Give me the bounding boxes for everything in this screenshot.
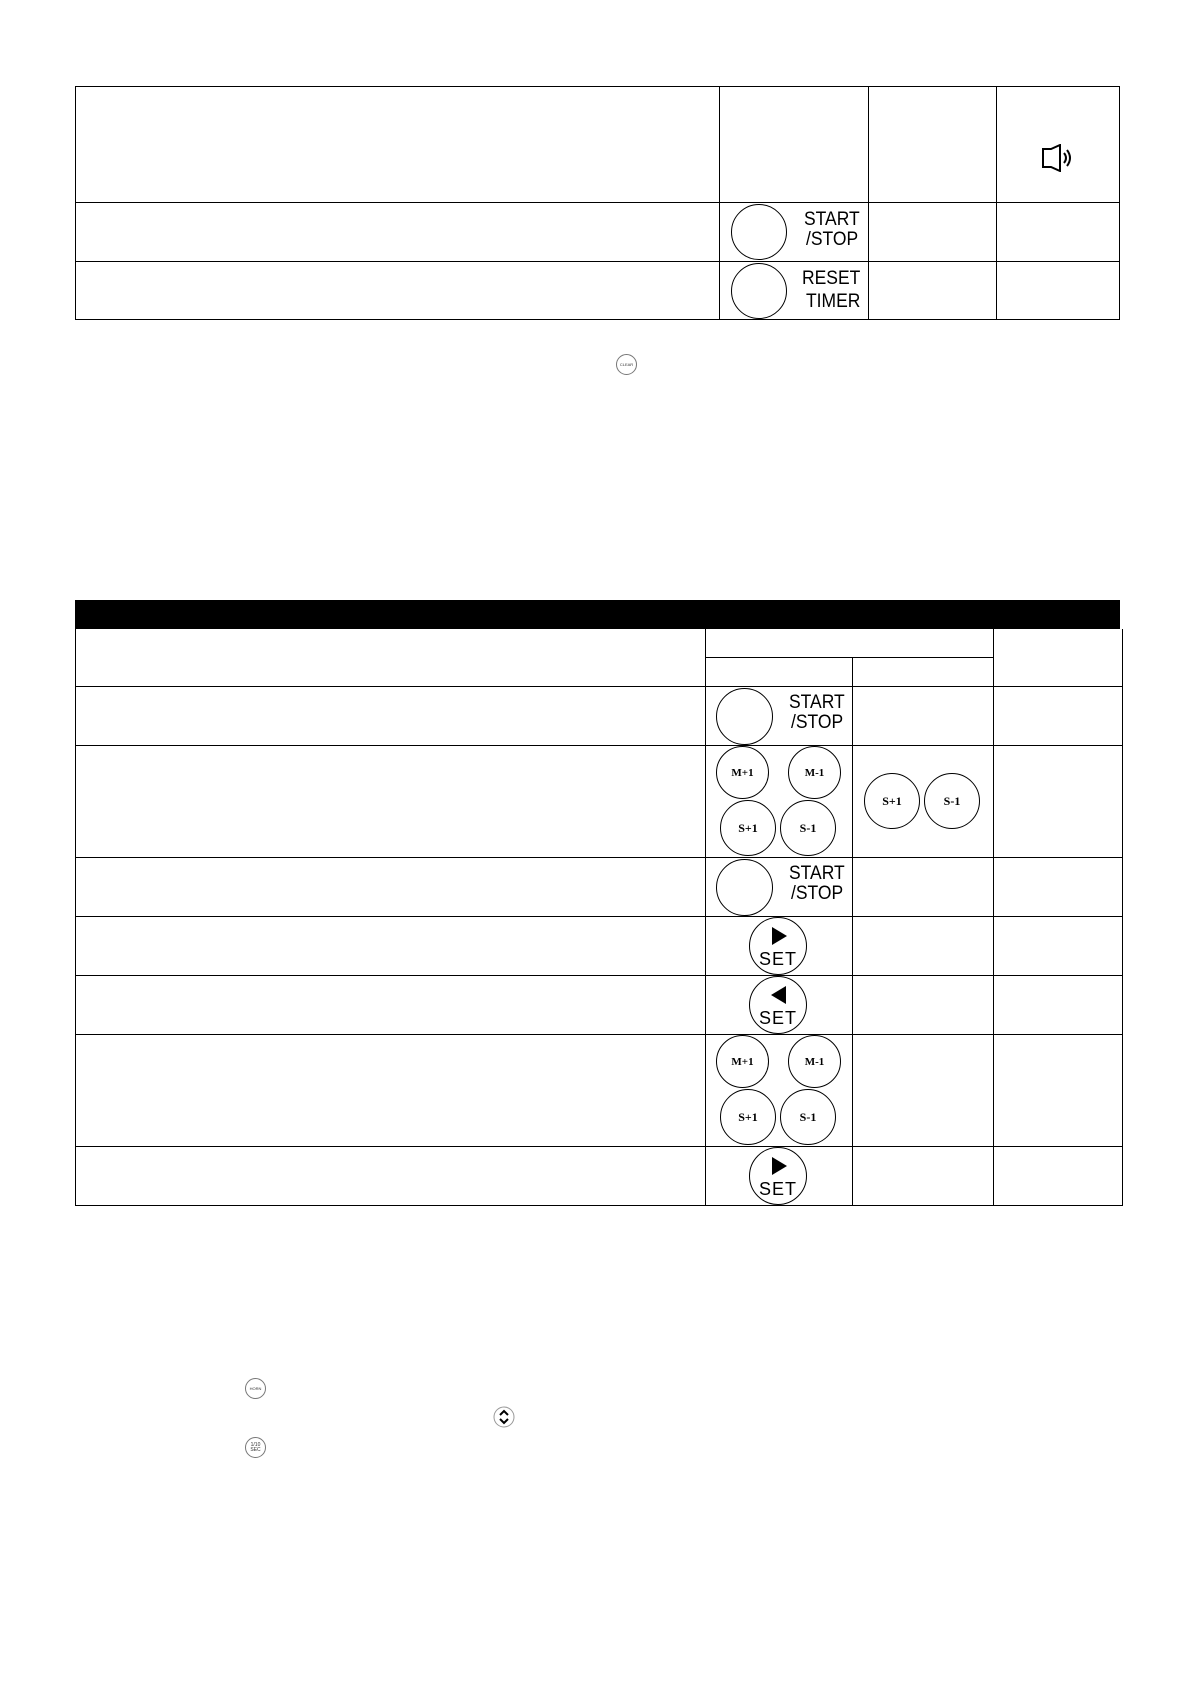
button-circle [731, 263, 787, 319]
table-1-col-divider [868, 86, 869, 320]
second-minus-button[interactable] [924, 773, 980, 829]
table-2-border-left [75, 629, 76, 1206]
second-plus-button[interactable] [720, 1089, 776, 1145]
minute-plus-label: M+1 [731, 1055, 754, 1068]
second-minus-label: S-1 [799, 820, 817, 835]
minute-minus-button[interactable] [788, 746, 841, 799]
speaker-horn-icon [1041, 144, 1077, 172]
minute-plus-button[interactable] [716, 746, 769, 799]
start-stop-label-line2: /STOP [791, 883, 844, 904]
second-plus-label: S+1 [738, 1109, 758, 1124]
tenth-second-line2: SEC [250, 1446, 261, 1453]
second-plus-button[interactable] [720, 800, 776, 856]
table-2-row-divider [75, 686, 1123, 687]
table-2-col-divider [852, 657, 853, 1206]
second-minus-button[interactable] [780, 800, 836, 856]
table-1-border-top [75, 86, 1120, 87]
second-plus-label: S+1 [882, 793, 902, 808]
second-minus-button[interactable] [780, 1089, 836, 1145]
reset-timer-label-line1: RESET [802, 268, 861, 289]
play-right-icon [770, 1156, 788, 1176]
tenth-second-icon [245, 1437, 266, 1458]
table-1-border-bottom [75, 319, 1120, 320]
table-2-col-divider [705, 629, 706, 1206]
minute-plus-button[interactable] [716, 1035, 769, 1088]
start-stop-label-line1: START [789, 692, 845, 713]
minute-plus-label: M+1 [731, 766, 754, 779]
table-2-row-divider [75, 1146, 1123, 1147]
table-2-subheader-divider [706, 657, 994, 658]
start-stop-label-line1: START [789, 863, 845, 884]
set-left-button[interactable] [749, 976, 807, 1034]
second-minus-label: S-1 [943, 793, 961, 808]
tenth-second-line1: 1/10 [250, 1441, 261, 1448]
set-right-button[interactable] [749, 1147, 807, 1205]
table-1-col-divider [719, 86, 720, 320]
minute-minus-label: M-1 [804, 1055, 825, 1068]
play-right-icon [770, 926, 788, 946]
up-down-arrows-icon [493, 1406, 515, 1428]
button-circle [731, 204, 787, 260]
minute-minus-button[interactable] [788, 1035, 841, 1088]
clear-icon-label: CLEAR [619, 362, 634, 367]
table-1-border-left [75, 86, 76, 320]
start-stop-label-line2: /STOP [806, 229, 859, 250]
set-label: SET [758, 949, 797, 969]
minute-minus-label: M-1 [804, 766, 825, 779]
set-label: SET [758, 1008, 797, 1028]
clear-icon [616, 354, 637, 375]
table-2-col-divider [993, 629, 994, 1206]
second-plus-label: S+1 [738, 820, 758, 835]
button-circle [716, 859, 773, 916]
reset-timer-label-line2: TIMER [806, 291, 861, 312]
table-2-row-divider [75, 1034, 1123, 1035]
table-1-row-divider [75, 261, 1120, 262]
horn-icon-label: HORN [249, 1386, 262, 1391]
table-2-row-divider [75, 857, 1123, 858]
start-stop-label-line2: /STOP [791, 712, 844, 733]
set-label: SET [758, 1179, 797, 1199]
table-2-header-bar [75, 600, 1120, 629]
button-circle [716, 688, 773, 745]
table-1-col-divider [996, 86, 997, 320]
start-stop-label-line1: START [804, 209, 860, 230]
table-2-row-divider [75, 975, 1123, 976]
set-right-button[interactable] [749, 917, 807, 975]
second-plus-button[interactable] [864, 773, 920, 829]
play-left-icon [770, 985, 788, 1005]
table-1-row-divider [75, 202, 1120, 203]
table-2-row-divider [75, 916, 1123, 917]
table-1-border-right [1119, 86, 1120, 320]
horn-icon [245, 1378, 266, 1399]
table-2-border-right [1122, 629, 1123, 1206]
table-2-row-divider [75, 745, 1123, 746]
table-2-border-bottom [75, 1205, 1123, 1206]
second-minus-label: S-1 [799, 1109, 817, 1124]
